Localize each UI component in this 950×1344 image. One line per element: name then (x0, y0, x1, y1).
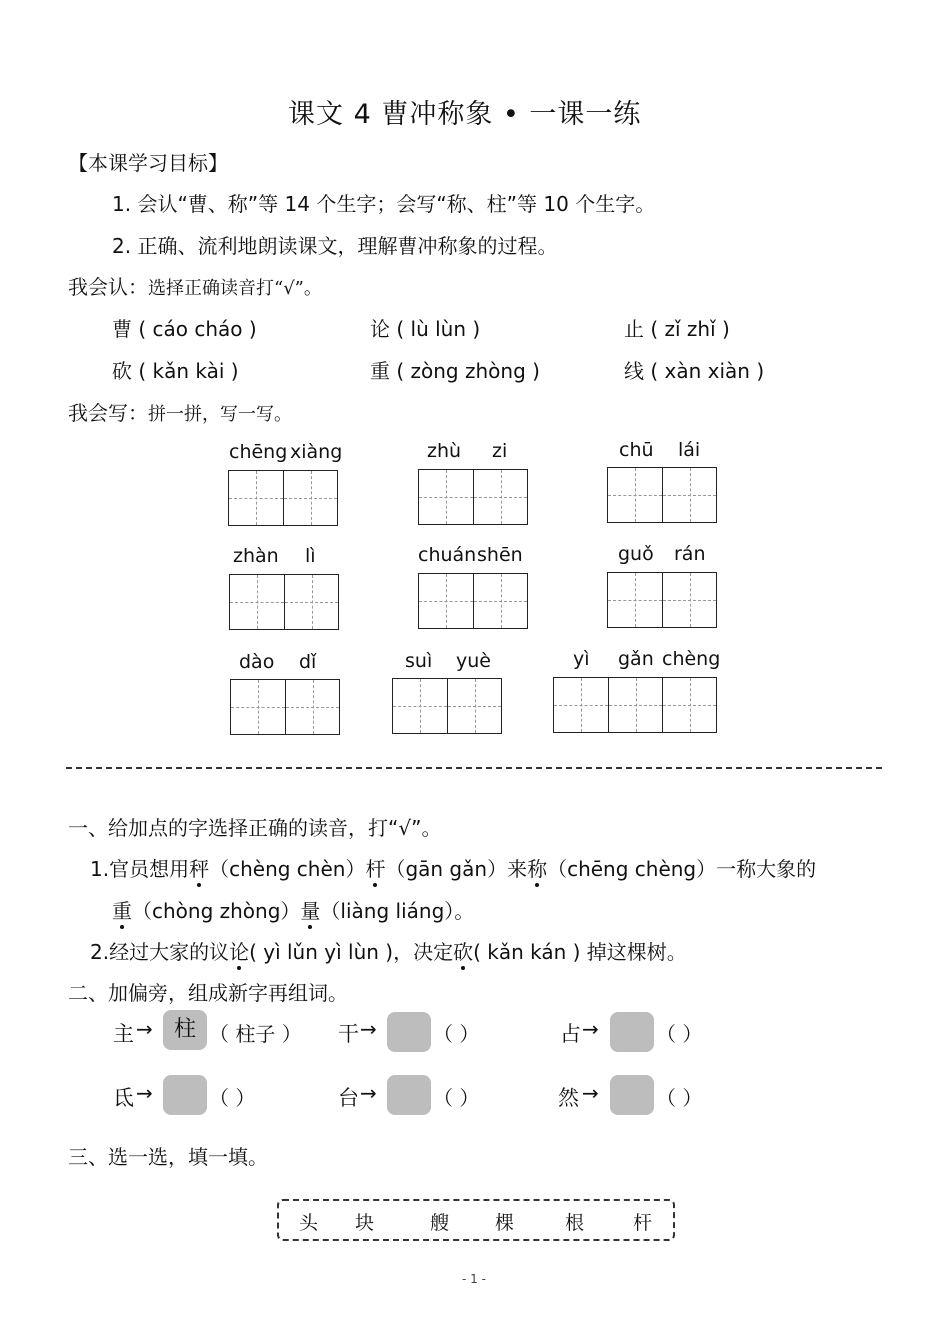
q1-option[interactable]: （liàng liáng）。 (320, 899, 475, 923)
radical-base: 干 (338, 1022, 359, 1046)
choice-word[interactable]: 艘 (430, 1212, 450, 1234)
pinyin: shēn (477, 544, 523, 566)
q1-line-1 (90, 853, 816, 882)
dotted-char: 称 (527, 853, 547, 882)
choice-word[interactable]: 杆 (633, 1212, 653, 1234)
writing-grid[interactable] (607, 572, 717, 628)
word-blank[interactable]: （ ） (656, 1086, 703, 1110)
word-blank[interactable]: （ ） (209, 1086, 256, 1110)
recognize-item[interactable]: 重 ( zòng zhòng ) (370, 359, 540, 383)
goal-item-2: 2. 正确、流利地朗读课文，理解曹冲称象的过程。 (112, 234, 558, 258)
choice-word[interactable]: 棵 (495, 1212, 515, 1234)
arrow-icon: → (136, 1081, 153, 1105)
radical-base: 然 (558, 1086, 579, 1110)
writing-grid[interactable] (230, 679, 340, 735)
write-instruction: 拼一拼，写一写。 (148, 404, 292, 425)
q2-heading: 二、加偏旁，组成新字再组词。 (68, 981, 348, 1005)
recognize-label-text: 我会认： (68, 275, 148, 299)
pinyin: chèng (662, 648, 721, 670)
q1-option[interactable]: （chēng chèng）一称大象的 (547, 857, 817, 881)
q1-line-2 (112, 895, 474, 924)
radical-base: 氐 (113, 1086, 134, 1110)
pinyin: guǒ (618, 543, 654, 565)
recognize-item[interactable]: 论 ( lù lùn ) (370, 317, 481, 341)
pinyin: chuán (418, 544, 477, 566)
write-label (68, 397, 292, 426)
word-choice-box (277, 1199, 675, 1241)
writing-grid[interactable] (229, 574, 339, 630)
pinyin: zhù (427, 440, 462, 462)
answer-box[interactable] (387, 1012, 431, 1052)
answer-box[interactable] (610, 1075, 654, 1115)
writing-grid[interactable] (607, 467, 717, 523)
pinyin: zi (492, 440, 508, 462)
section-divider (66, 767, 882, 769)
choice-word[interactable]: 头 (299, 1212, 319, 1234)
dotted-char: 量 (300, 895, 320, 924)
pinyin: suì (405, 650, 433, 672)
page-title: 课文 4 曹冲称象 • 一课一练 (288, 99, 642, 130)
goals-heading: 【本课学习目标】 (68, 151, 228, 175)
q1-option[interactable]: ( yì lǔn yì lùn )，决定 (249, 940, 454, 964)
dotted-char: 杆 (365, 853, 385, 882)
pinyin: zhàn (233, 545, 279, 567)
pinyin: gǎn (618, 648, 654, 670)
q1-heading: 一、给加点的字选择正确的读音，打“√”。 (68, 816, 442, 840)
writing-grid[interactable] (418, 469, 528, 525)
dotted-char: 重 (112, 895, 132, 924)
word-blank[interactable]: （ 柱子 ） (209, 1022, 302, 1046)
arrow-icon: → (582, 1017, 599, 1041)
pinyin: dǐ (299, 651, 317, 673)
q1-option[interactable]: （chèng chèn） (209, 857, 366, 881)
pinyin: lì (305, 545, 316, 567)
dotted-char: 秤 (189, 853, 209, 882)
recognize-item[interactable]: 止 ( zǐ zhǐ ) (624, 317, 730, 341)
q1-option[interactable]: （gān gǎn）来 (385, 857, 528, 881)
arrow-icon: → (360, 1017, 377, 1041)
word-blank[interactable]: （ ） (433, 1022, 480, 1046)
answer-box[interactable]: 柱 (163, 1010, 207, 1050)
arrow-icon: → (360, 1081, 377, 1105)
choice-word[interactable]: 根 (565, 1212, 585, 1234)
pinyin: xiàng (290, 441, 343, 463)
pinyin: yì (573, 648, 590, 670)
radical-base: 台 (338, 1086, 359, 1110)
radical-base: 主 (113, 1022, 134, 1046)
write-label-text: 我会写： (68, 401, 148, 425)
answer-box[interactable] (387, 1075, 431, 1115)
answer-box[interactable] (163, 1075, 207, 1115)
writing-grid[interactable] (228, 470, 338, 526)
dotted-char: 论 (229, 936, 249, 965)
pinyin: yuè (456, 650, 491, 672)
answer-box[interactable] (610, 1012, 654, 1052)
recognize-label (68, 271, 322, 300)
choice-word[interactable]: 块 (355, 1212, 375, 1234)
radical-base: 占 (560, 1022, 581, 1046)
q1-option[interactable]: ( kǎn kán ) 掉这棵树。 (473, 940, 687, 964)
writing-grid[interactable] (392, 678, 502, 734)
goal-item-1: 1. 会认“曹、称”等 14 个生字；会写“称、柱”等 10 个生字。 (112, 192, 656, 216)
recognize-item[interactable]: 砍 ( kǎn kài ) (112, 359, 239, 383)
pinyin: lái (678, 439, 701, 461)
pinyin: dào (239, 651, 275, 673)
recognize-item[interactable]: 线 ( xàn xiàn ) (624, 359, 765, 383)
recognize-item[interactable]: 曹 ( cáo cháo ) (112, 317, 257, 341)
recognize-instruction: 选择正确读音打“√”。 (148, 278, 322, 299)
word-blank[interactable]: （ ） (656, 1022, 703, 1046)
word-blank[interactable]: （ ） (433, 1086, 480, 1110)
q3-heading: 三、选一选，填一填。 (68, 1145, 268, 1169)
q1-text: 2.经过大家的议 (90, 940, 230, 964)
dotted-char: 砍 (453, 936, 473, 965)
writing-grid[interactable] (418, 573, 528, 629)
writing-grid[interactable] (553, 677, 717, 733)
q1-text: 1.官员想用 (90, 857, 190, 881)
arrow-icon: → (136, 1017, 153, 1041)
arrow-icon: → (582, 1081, 599, 1105)
page-number: - 1 - (462, 1272, 486, 1286)
pinyin: rán (674, 543, 706, 565)
q1-line-3 (90, 936, 687, 965)
q1-option[interactable]: （chòng zhòng） (132, 899, 301, 923)
pinyin: chēng (229, 441, 288, 463)
pinyin: chū (619, 439, 654, 461)
